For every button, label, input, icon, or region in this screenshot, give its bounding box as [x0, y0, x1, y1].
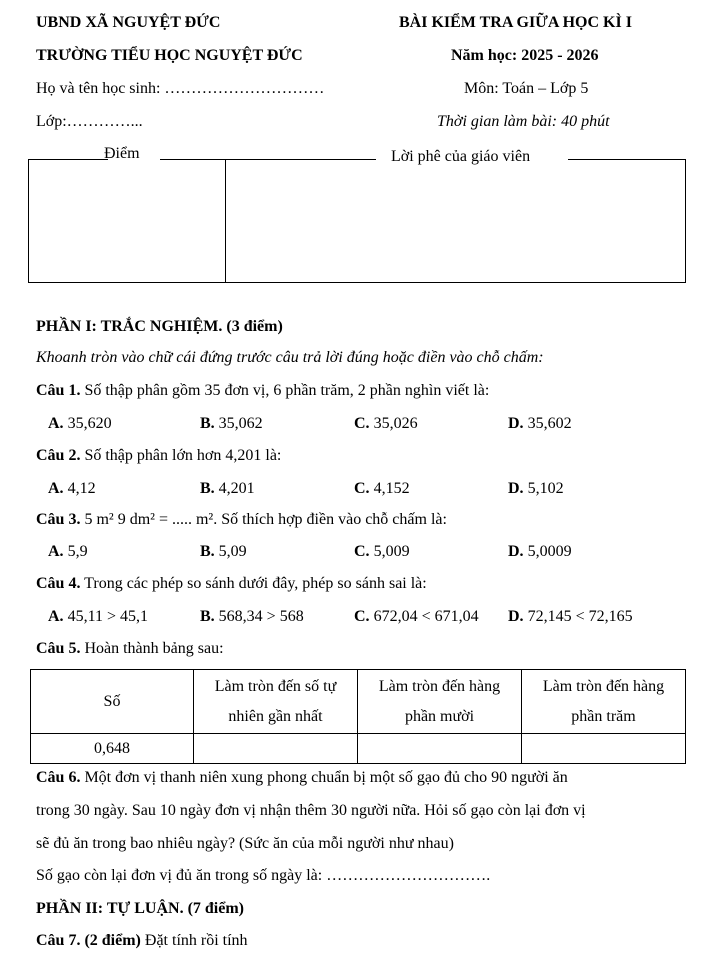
district-name: UBND XÃ NGUYỆT ĐỨC — [36, 14, 221, 31]
question-6-answer-line: Số gạo còn lại đơn vị đủ ăn trong số ngày là: …………………………. — [36, 867, 491, 884]
table-row — [31, 734, 686, 764]
option-d[interactable]: D. 5,102 — [508, 480, 564, 497]
question-1-options — [48, 415, 708, 437]
table-cell-answer[interactable] — [522, 734, 686, 764]
question-3-options — [48, 543, 708, 565]
option-a[interactable]: A. 4,12 — [48, 480, 96, 497]
box-bottom-border — [28, 282, 686, 283]
school-name: TRƯỜNG TIỂU HỌC NGUYỆT ĐỨC — [36, 47, 303, 64]
table-header-cell: Làm tròn đến số tự nhiên gần nhất — [194, 670, 358, 734]
question-2 — [36, 447, 281, 465]
part1-instruction: Khoanh tròn vào chữ cái đứng trước câu trả lời đúng hoặc điền vào chỗ chấm: — [36, 349, 544, 366]
table-header-cell: Làm tròn đến hàng phần mười — [358, 670, 522, 734]
question-number: Câu 6. — [36, 769, 81, 786]
question-text: Trong các phép so sánh dưới đây, phép so sánh sai là: — [80, 575, 427, 592]
rounding-table — [30, 669, 686, 764]
question-2-options — [48, 480, 708, 502]
box-divider — [225, 159, 226, 283]
score-label: Điểm — [104, 145, 140, 162]
question-5 — [36, 640, 224, 658]
option-a[interactable]: A. 35,620 — [48, 415, 112, 432]
question-text: Một đơn vị thanh niên xung phong chuẩn bị một số gạo đủ cho 90 người ăn — [80, 769, 568, 786]
table-header-row — [31, 670, 686, 734]
option-b[interactable]: B. 35,062 — [200, 415, 263, 432]
part1-title: PHẦN I: TRẮC NGHIỆM. (3 điểm) — [36, 318, 283, 335]
option-d[interactable]: D. 72,145 < 72,165 — [508, 608, 633, 625]
school-year: Năm học: 2025 - 2026 — [451, 47, 599, 64]
table-cell-answer[interactable] — [358, 734, 522, 764]
option-c[interactable]: C. 4,152 — [354, 480, 410, 497]
box-left-border — [28, 159, 29, 283]
question-text: Số thập phân gồm 35 đơn vị, 6 phần trăm, 2 phần nghìn viết là: — [80, 382, 490, 399]
option-d[interactable]: D. 5,0009 — [508, 543, 572, 560]
question-6-line-2: trong 30 ngày. Sau 10 ngày đơn vị nhận thêm 30 người nữa. Hỏi số gạo còn lại đơn vị — [36, 802, 586, 819]
question-text: Hoàn thành bảng sau: — [80, 640, 224, 657]
question-text: 5 m² 9 dm² = ..... m². Số thích hợp điền vào chỗ chấm là: — [80, 511, 447, 528]
table-cell-answer[interactable] — [194, 734, 358, 764]
question-text: Đặt tính rồi tính — [140, 932, 248, 949]
question-4 — [36, 575, 427, 593]
question-number: Câu 4. — [36, 575, 81, 592]
option-b[interactable]: B. 5,09 — [200, 543, 247, 560]
option-a[interactable]: A. 45,11 > 45,1 — [48, 608, 148, 625]
question-number: Câu 1. — [36, 382, 81, 399]
option-d[interactable]: D. 35,602 — [508, 415, 572, 432]
table-cell-number: 0,648 — [31, 734, 194, 764]
question-number: Câu 2. — [36, 447, 81, 464]
time-line: Thời gian làm bài: 40 phút — [437, 113, 610, 130]
question-1 — [36, 382, 489, 400]
table-header-cell: Số — [31, 670, 194, 734]
question-text: Số thập phân lớn hơn 4,201 là: — [80, 447, 282, 464]
option-b[interactable]: B. 568,34 > 568 — [200, 608, 304, 625]
option-c[interactable]: C. 35,026 — [354, 415, 418, 432]
score-top-line-left — [28, 159, 108, 160]
subject-line: Môn: Toán – Lớp 5 — [464, 80, 589, 97]
part2-title: PHẦN II: TỰ LUẬN. (7 điểm) — [36, 900, 244, 917]
box-right-border — [685, 159, 686, 283]
option-c[interactable]: C. 672,04 < 671,04 — [354, 608, 479, 625]
box-top-line-mid — [160, 159, 376, 160]
question-3 — [36, 511, 447, 529]
question-number: Câu 7. (2 điểm) — [36, 932, 141, 949]
box-top-line-right — [568, 159, 686, 160]
table-header-cell: Làm tròn đến hàng phần trăm — [522, 670, 686, 734]
question-number: Câu 5. — [36, 640, 81, 657]
student-name-line: Họ và tên học sinh: ………………………… — [36, 80, 325, 97]
question-7 — [36, 932, 248, 950]
option-b[interactable]: B. 4,201 — [200, 480, 255, 497]
option-c[interactable]: C. 5,009 — [354, 543, 410, 560]
teacher-comment-label: Lời phê của giáo viên — [391, 148, 531, 165]
class-line: Lớp:…………... — [36, 113, 143, 130]
question-number: Câu 3. — [36, 511, 81, 528]
question-6 — [36, 769, 568, 787]
option-a[interactable]: A. 5,9 — [48, 543, 88, 560]
question-6-line-3: sẽ đủ ăn trong bao nhiêu ngày? (Sức ăn của mỗi người như nhau) — [36, 835, 454, 852]
exam-title: BÀI KIỂM TRA GIỮA HỌC KÌ I — [399, 14, 632, 31]
question-4-options — [48, 608, 708, 630]
